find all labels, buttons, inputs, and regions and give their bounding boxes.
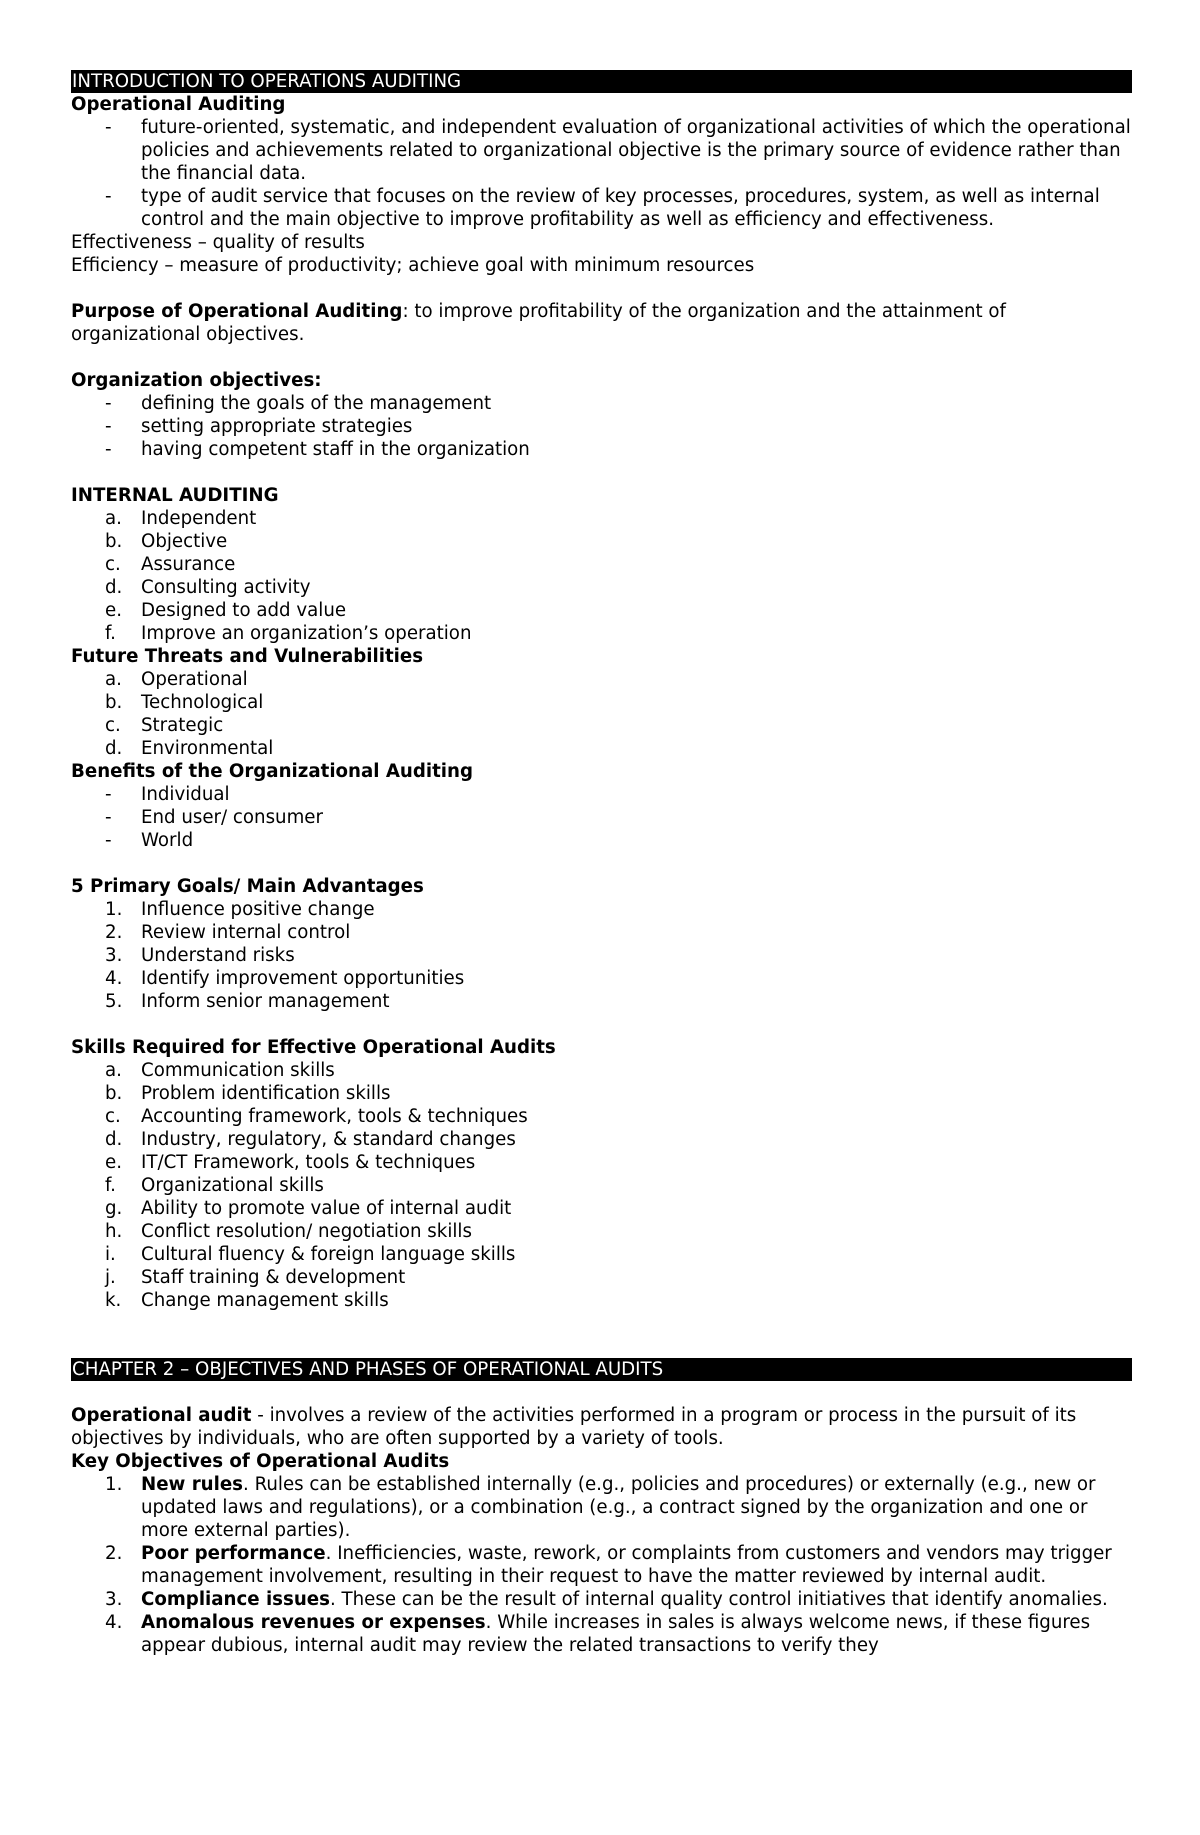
benefits-list — [71, 783, 1132, 852]
purpose-label: Purpose of Operational Auditing — [71, 301, 403, 322]
goals-list — [71, 898, 1132, 1013]
heading-benefits: Benefits of the Organizational Auditing — [71, 761, 474, 782]
list-item: 4. Identify improvement opportunities — [105, 968, 465, 989]
heading-organization-objectives: Organization objectives: — [71, 370, 322, 391]
list-item: e. Designed to add value — [105, 600, 347, 621]
list-item: a. Independent — [105, 508, 257, 529]
list-item: 1. New rules. Rules can be established internally (e.g., policies and procedures) or externally (e.g., new or updated laws and regulations), or a combination (e.g., a contract signed by the organization and one or more external parties). — [105, 1474, 1096, 1541]
operational-audit-paragraph — [71, 1404, 1132, 1450]
list-item: c. Strategic — [105, 715, 224, 736]
list-item: j. Staff training & development — [105, 1267, 406, 1288]
list-item: - Individual — [105, 784, 230, 805]
list-item: d. Environmental — [105, 738, 274, 759]
list-item: - End user/ consumer — [105, 807, 323, 828]
list-item: 2. Poor performance. Inefficiencies, waste, rework, or complaints from customers and vendors may trigger management involvement, resulting in their request to have the matter reviewed by internal audit. — [105, 1543, 1112, 1587]
heading-key-objectives: Key Objectives of Operational Audits — [71, 1451, 450, 1472]
list-item: h. Conflict resolution/ negotiation skills — [105, 1221, 472, 1242]
list-item: - type of audit service that focuses on the review of key processes, procedures, system, as well as internal control and the main objective to improve profitability as well as efficiency and effectiveness. — [105, 186, 1100, 230]
purpose-text: : to improve profitability of the organization and the attainment of organizational objectives. — [71, 301, 1006, 345]
list-item: 4. Anomalous revenues or expenses. While increases in sales is always welcome news, if these figures appear dubious, internal audit may review the related transactions to verify they — [105, 1612, 1091, 1656]
list-item: c. Accounting framework, tools & techniques — [105, 1106, 528, 1127]
list-item: k. Change management skills — [105, 1290, 389, 1311]
operational-audit-text: - involves a review of the activities performed in a program or process in the pursuit of its objectives by individuals, who are often supported by a variety of tools. — [71, 1405, 1077, 1449]
heading-primary-goals: 5 Primary Goals/ Main Advantages — [71, 876, 424, 897]
list-item: 2. Review internal control — [105, 922, 351, 943]
list-item: b. Problem identification skills — [105, 1083, 391, 1104]
list-item: - future-oriented, systematic, and independent evaluation of organizational activities of which the operational policies and achievements related to organizational objective is the primary source of evidence rather than the financial data. — [105, 117, 1131, 184]
list-item: d. Consulting activity — [105, 577, 311, 598]
list-item: 1. Influence positive change — [105, 899, 375, 920]
efficiency-definition: Efficiency – measure of productivity; achieve goal with minimum resources — [71, 255, 755, 276]
list-item: e. IT/CT Framework, tools & techniques — [105, 1152, 476, 1173]
section-banner-chapter-2: CHAPTER 2 – OBJECTIVES AND PHASES OF OPERATIONAL AUDITS — [71, 1358, 1132, 1381]
key-objectives-list — [71, 1473, 1132, 1657]
list-item: - having competent staff in the organization — [105, 439, 530, 460]
internal-auditing-list — [71, 507, 1132, 645]
list-item: b. Technological — [105, 692, 264, 713]
skills-list — [71, 1059, 1132, 1312]
effectiveness-definition: Effectiveness – quality of results — [71, 232, 365, 253]
list-item: c. Assurance — [105, 554, 236, 575]
heading-internal-auditing: INTERNAL AUDITING — [71, 485, 279, 506]
list-item: a. Operational — [105, 669, 248, 690]
heading-skills-required: Skills Required for Effective Operational Audits — [71, 1037, 556, 1058]
list-item: 3. Understand risks — [105, 945, 295, 966]
operational-auditing-list — [71, 116, 1132, 231]
heading-operational-auditing: Operational Auditing — [71, 94, 286, 115]
threats-list — [71, 668, 1132, 760]
organization-objectives-list — [71, 392, 1132, 461]
list-item: f. Organizational skills — [105, 1175, 324, 1196]
section-banner-intro: INTRODUCTION TO OPERATIONS AUDITING — [71, 70, 1132, 93]
list-item: b. Objective — [105, 531, 228, 552]
list-item: - defining the goals of the management — [105, 393, 492, 414]
operational-audit-label: Operational audit — [71, 1405, 252, 1426]
list-item: - World — [105, 830, 194, 851]
heading-future-threats: Future Threats and Vulnerabilities — [71, 646, 424, 667]
list-item: f. Improve an organization’s operation — [105, 623, 472, 644]
purpose-paragraph — [71, 300, 1132, 346]
list-item: a. Communication skills — [105, 1060, 335, 1081]
list-item: d. Industry, regulatory, & standard changes — [105, 1129, 516, 1150]
list-item: 3. Compliance issues. These can be the result of internal quality control initiatives that identify anomalies. — [105, 1589, 1108, 1610]
list-item: - setting appropriate strategies — [105, 416, 413, 437]
list-item: i. Cultural fluency & foreign language skills — [105, 1244, 516, 1265]
list-item: 5. Inform senior management — [105, 991, 390, 1012]
list-item: g. Ability to promote value of internal audit — [105, 1198, 512, 1219]
